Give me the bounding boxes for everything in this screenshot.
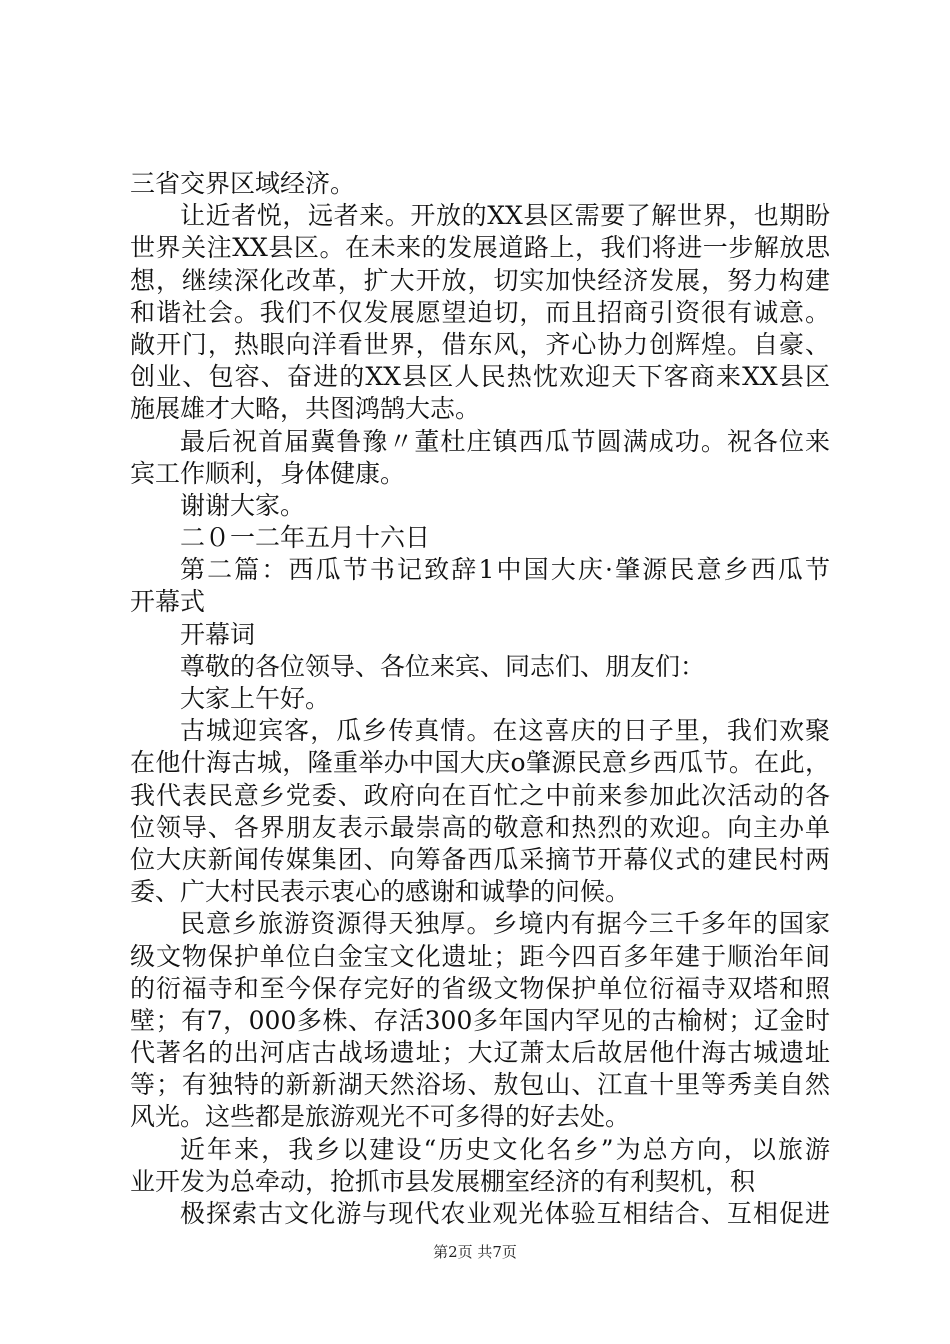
text-line: 极探索古文化游与现代农业观光体验互相结合、互相促进 (180, 1199, 830, 1228)
text-line: 想，继续深化改革，扩大开放，切实加快经济发展，努力构建 (130, 265, 830, 295)
text-line: 我代表民意乡党委、政府向在百忙之中前来参加此次活动的各 (130, 780, 830, 810)
text-line: 二０一二年五月十六日 (180, 523, 431, 553)
document-body (130, 168, 830, 1230)
text-line: 宾工作顺利，身体健康。 (130, 458, 406, 488)
text-line: 古城迎宾客，瓜乡传真情。在这喜庆的日子里，我们欢聚 (180, 716, 830, 746)
text-line: 让近者悦，远者来。开放的XX县区需要了解世界，也期盼 (180, 201, 830, 231)
text-line: 位大庆新闻传媒集团、向筹备西瓜采摘节开幕仪式的建民村两 (130, 844, 830, 874)
text-line: 委、广大村民表示衷心的感谢和诚挚的问候。 (130, 877, 631, 907)
text-line: 风光。这些都是旅游观光不可多得的好去处。 (130, 1102, 631, 1132)
text-line: 创业、包容、奋进的XX县区人民热忱欢迎天下客商来XX县区 (130, 362, 830, 392)
page-number-footer: 第2页 共7页 (433, 1243, 517, 1261)
text-line: 级文物保护单位白金宝文化遗址；距今四百多年建于顺治年间 (130, 941, 830, 971)
text-line: 世界关注XX县区。在未来的发展道路上，我们将进一步解放思 (130, 233, 830, 263)
text-line: 第二篇：西瓜节书记致辞1中国大庆·肇源民意乡西瓜节 (180, 555, 830, 585)
text-line: 最后祝首届冀鲁豫〃董杜庄镇西瓜节圆满成功。祝各位来 (180, 426, 830, 456)
text-line: 和谐社会。我们不仅发展愿望迫切，而且招商引资很有诚意。 (130, 297, 830, 327)
text-line: 位领导、各界朋友表示最崇高的敬意和热烈的欢迎。向主办单 (130, 812, 830, 842)
text-line: 大家上午好。 (180, 684, 331, 713)
text-line: 代著名的出河店古战场遗址；大辽萧太后故居他什海古城遗址 (130, 1038, 830, 1068)
text-line: 谢谢大家。 (180, 490, 306, 520)
text-line: 等；有独特的新新湖天然浴场、敖包山、江直十里等秀美自然 (130, 1070, 830, 1100)
text-line: 开幕式 (130, 587, 206, 617)
text-line: 尊敬的各位领导、各位来宾、同志们、朋友们： (180, 651, 706, 681)
text-line: 开幕词 (180, 619, 256, 649)
text-line: 三省交界区域经济。 (130, 169, 356, 198)
text-line: 壁；有7，000多株、存活300多年国内罕见的古榆树；辽金时 (130, 1005, 830, 1035)
text-line: 在他什海古城，隆重举办中国大庆o肇源民意乡西瓜节。在此， (130, 748, 830, 778)
text-line: 敞开门，热眼向洋看世界，借东风，齐心协力创辉煌。自豪、 (130, 329, 830, 359)
text-line: 近年来，我乡以建设“历史文化名乡”为总方向，以旅游 (180, 1134, 830, 1164)
text-line: 的衍福寺和至今保存完好的省级文物保护单位衍福寺双塔和照 (130, 973, 830, 1003)
text-line: 民意乡旅游资源得天独厚。乡境内有据今三千多年的国家 (180, 909, 830, 939)
text-line: 施展雄才大略，共图鸿鹄大志。 (130, 394, 481, 424)
text-line: 业开发为总牵动，抢抓市县发展棚室经济的有利契机，积 (130, 1166, 756, 1196)
